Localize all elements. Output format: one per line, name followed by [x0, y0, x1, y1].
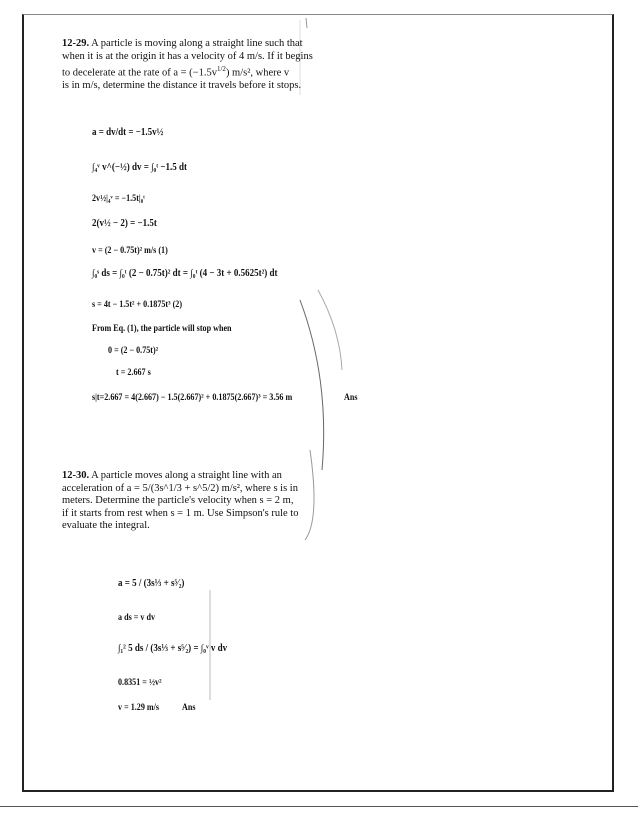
problem-30-line-4: if it starts from rest when s = 1 m. Use Simpson's rule to — [62, 507, 299, 519]
p30-eq-5: v = 1.29 m/s — [118, 702, 160, 712]
problem-29-line-2: when it is at the origin it has a velocity of 4 m/s. If it begins — [62, 50, 313, 62]
p29-answer-tag: Ans — [344, 392, 358, 402]
problem-30-line-2: acceleration of a = 5/(3s^1/3 + s^5/2) m/s², where s is in — [62, 482, 298, 494]
p30-eq-4: 0.8351 = ½v² — [118, 677, 162, 687]
p29-eq-9: 0 = (2 − 0.75t)² — [108, 345, 159, 355]
problem-30-line-5: evaluate the integral. — [62, 520, 150, 531]
p30-eq-2: a ds = v dv — [118, 612, 156, 622]
problem-29-line-1: A particle is moving along a straight line such that — [91, 38, 303, 49]
p30-eq-1: a = 5 / (3s⅓ + s⁵⁄₂) — [118, 578, 185, 589]
p29-eq-7: s = 4t − 1.5t² + 0.1875t³ (2) — [92, 299, 183, 309]
problem-30-line-3: meters. Determine the particle's velocity when s = 2 m, — [62, 495, 294, 506]
problem-29-number: 12-29. — [62, 38, 90, 49]
p29-eq-1: a = dv/dt = −1.5v½ — [92, 127, 164, 138]
problem-29-line-3-tail: ) m/s², where v — [225, 67, 290, 79]
problem-29-line-3: to decelerate at the rate of a = (−1.5v — [62, 67, 217, 79]
p29-eq-6: ∫₀ˢ ds = ∫₀ᵗ (2 − 0.75t)² dt = ∫₀ᵗ (4 − 3t + 0.5625t²) dt — [92, 268, 278, 279]
problem-30-number: 12-30. — [62, 470, 90, 481]
p29-eq-5: v = (2 − 0.75t)² m/s (1) — [92, 245, 168, 255]
p29-eq-8: From Eq. (1), the particle will stop when — [92, 323, 232, 333]
problem-29-statement — [62, 38, 322, 93]
p30-eq-3: ∫₁² 5 ds / (3s⅓ + s⁵⁄₂) = ∫₀ᵛ v dv — [118, 643, 228, 654]
p29-eq-4: 2(v½ − 2) = −1.5t — [92, 218, 157, 229]
problem-29-line-4: is in m/s, determine the distance it travels before it stops. — [62, 80, 302, 91]
p29-eq-2: ∫₄ᵛ v^(−½) dv = ∫₀ᵗ −1.5 dt — [92, 162, 188, 173]
p29-eq-10: t = 2.667 s — [116, 367, 151, 377]
p30-answer-tag: Ans — [182, 702, 196, 712]
p29-eq-11: s|t=2.667 = 4(2.667) − 1.5(2.667)² + 0.1875(2.667)³ = 3.56 m — [92, 392, 293, 402]
problem-30-statement — [62, 470, 314, 533]
p29-eq-3: 2v½|₄ᵛ = −1.5t|₀ᵗ — [92, 193, 145, 203]
problem-29-line-3-sup: 1/2 — [216, 65, 226, 73]
problem-30-line-1: A particle moves along a straight line with an — [91, 470, 282, 481]
